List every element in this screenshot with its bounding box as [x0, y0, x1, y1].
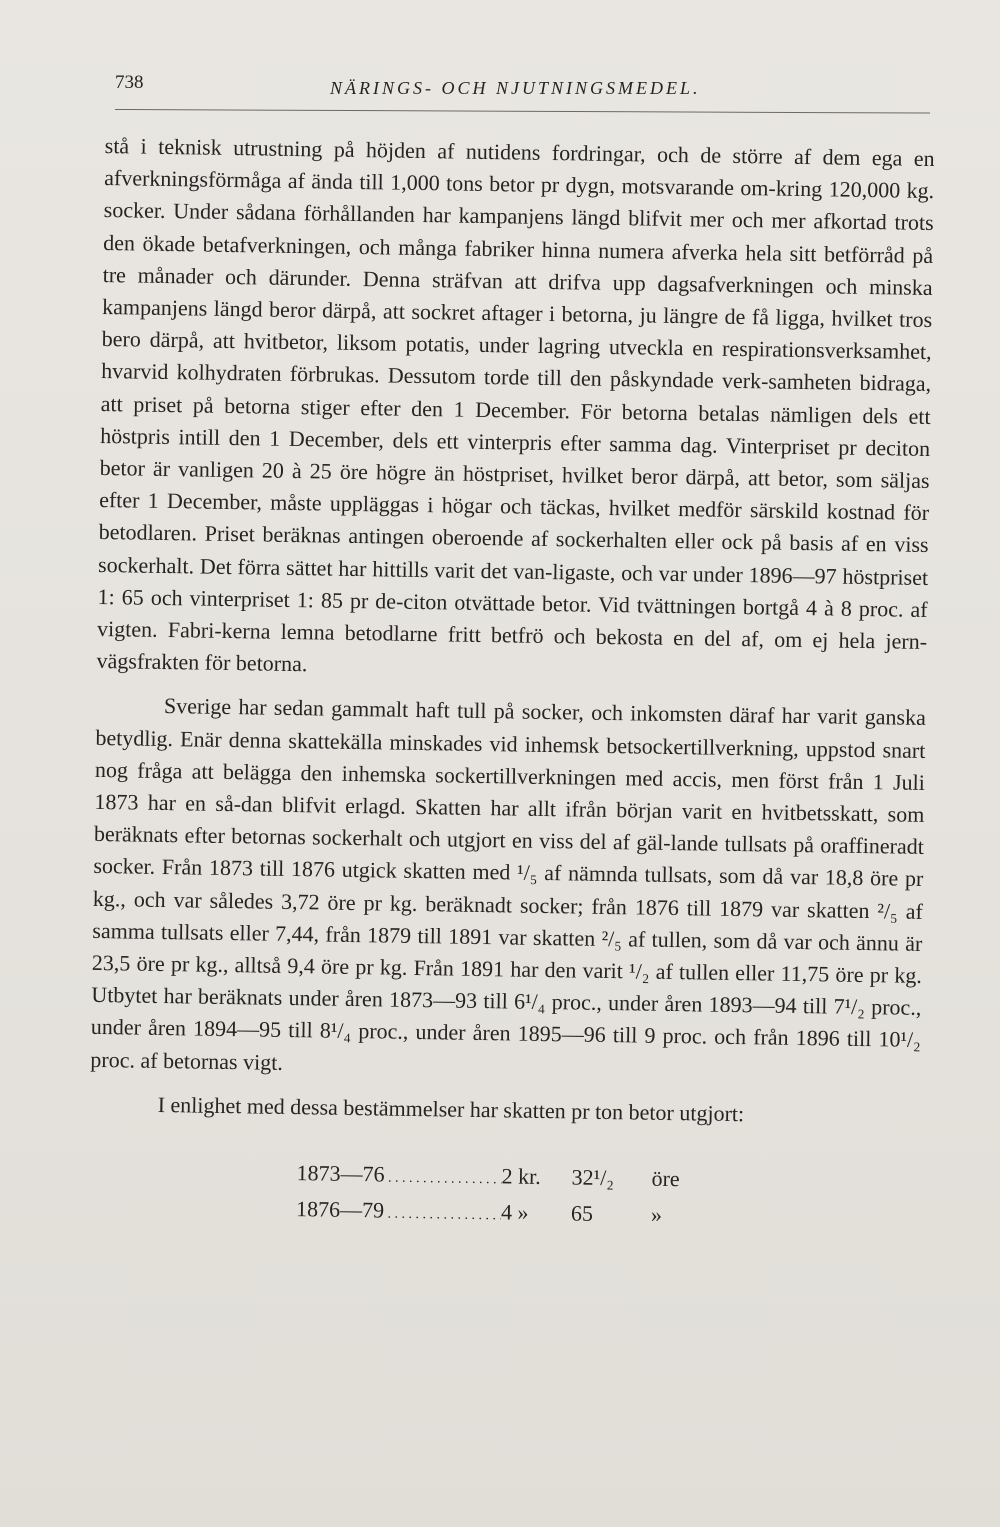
table-ore: 32¹/₂ — [571, 1164, 615, 1191]
table-unit: öre — [651, 1165, 680, 1192]
header-rule — [115, 109, 930, 114]
table-unit: » — [650, 1201, 663, 1227]
table-period: 1876—79 . . . — [296, 1193, 502, 1232]
table-ore: 65 — [570, 1200, 594, 1226]
tax-per-ton-table — [296, 1157, 919, 1239]
table-kronor: 2 kr. — [501, 1163, 541, 1190]
paragraph-campaign-length: stå i teknisk utrustning på höjden af nutidens fordringar, och de större af dem ega en afverkningsförmåga af ända till 1,000 tons betor pr dygn, motsvarande om-kring 120,000 kg. socker. Under sådana förhållanden har kampanjens längd blifvit mer och mer afkortad trots den ökade betafverkningen, och många fabriker hinna numera afverka hela sitt betförråd på tre månader och därunder. Denna sträfvan att drifva upp dagsafverkningen och minska kampanjens längd beror därpå, att sockret aftager i betorna, ju längre de få ligga, hvilket tros bero därpå, att hvitbetor, liksom potatis, under lagring utveckla en respirationsverksamhet, hvarvid kolhydraten förbrukas. Dessutom torde till den påskyndade verk-samheten bidraga, att priset på betorna stiger efter den 1 December. För betorna betalas nämligen dels ett höstpris intill den 1 December, dels ett vinterpris efter samma dag. Vinterpriset pr deciton betor är vanligen 20 à 25 öre högre än höstpriset, hvilket beror därpå, att betor, som säljas efter 1 December, måste uppläggas i högar och täckas, hvilket medför särskild kostnad för betodlaren. Priset beräknas antingen oberoende af sockerhalten eller ock på basis af en viss sockerhalt. Det förra sättet har hittills varit det van-ligaste, och var under 1896—97 höstpriset 1: 65 och vinterpriset 1: 85 pr de-citon otvättade betor. Vid tvättningen bortgå 4 à 8 proc. af vigten. Fabri-kerna lemna betodlarne fritt betfrö och bekosta en del af, om ej hela jern-vägsfrakten för betorna. — [96, 132, 935, 677]
body-text — [88, 130, 935, 1239]
running-title: NÄRINGS- OCH NJUTNINGSMEDEL. — [330, 78, 701, 98]
paragraph-sugar-tax-history: Sverige har sedan gammalt haft tull på socker, och inkomsten däraf har varit ganska betydlig. Enär denna skattekälla minskades vid inhemsk betsockertillverkning, uppstod snart nog fråga att belägga den inhemska sockertillverkningen med accis, men först från 1 Juli 1873 har en så-dan blifvit erlagd. Skatten har allt ifrån början varit en hvitbetsskatt, som beräknats efter betornas sockerhalt och utgjort en viss del af gäl-lande tullsats på oraffineradt socker. Från 1873 till 1876 utgick skatten med ¹/₅ af nämnda tullsats, som då var 18,8 öre pr kg., och var således 3,72 öre pr kg. beräknadt socker; från 1876 till 1879 var skatten ²/₅ af samma tullsats eller 7,44, från 1879 till 1891 var skatten ²/₅ af tullen, som då var och ännu är 23,5 öre pr kg., alltså 9,4 öre pr kg. Från 1891 har den varit ¹/₂ af tullen eller 11,75 öre pr kg. Utbytet har beräknats under åren 1873—93 till 6¹/₄ proc., under åren 1893—94 till 7¹/₂ proc., under åren 1894—95 till 8¹/₄ proc., under åren 1895—96 till 9 proc. och från 1896 till 10¹/₂ proc. af betornas vigt. — [90, 693, 927, 1075]
table-period: 1873—76 . . . — [296, 1157, 502, 1196]
page-number: 738 — [115, 72, 144, 93]
page-header — [115, 72, 930, 108]
table-kronor: 4 » — [500, 1199, 529, 1225]
paragraph-tax-intro: I enlighet med dessa bestämmelser har skatten pr ton betor utgjort: — [157, 1091, 745, 1127]
